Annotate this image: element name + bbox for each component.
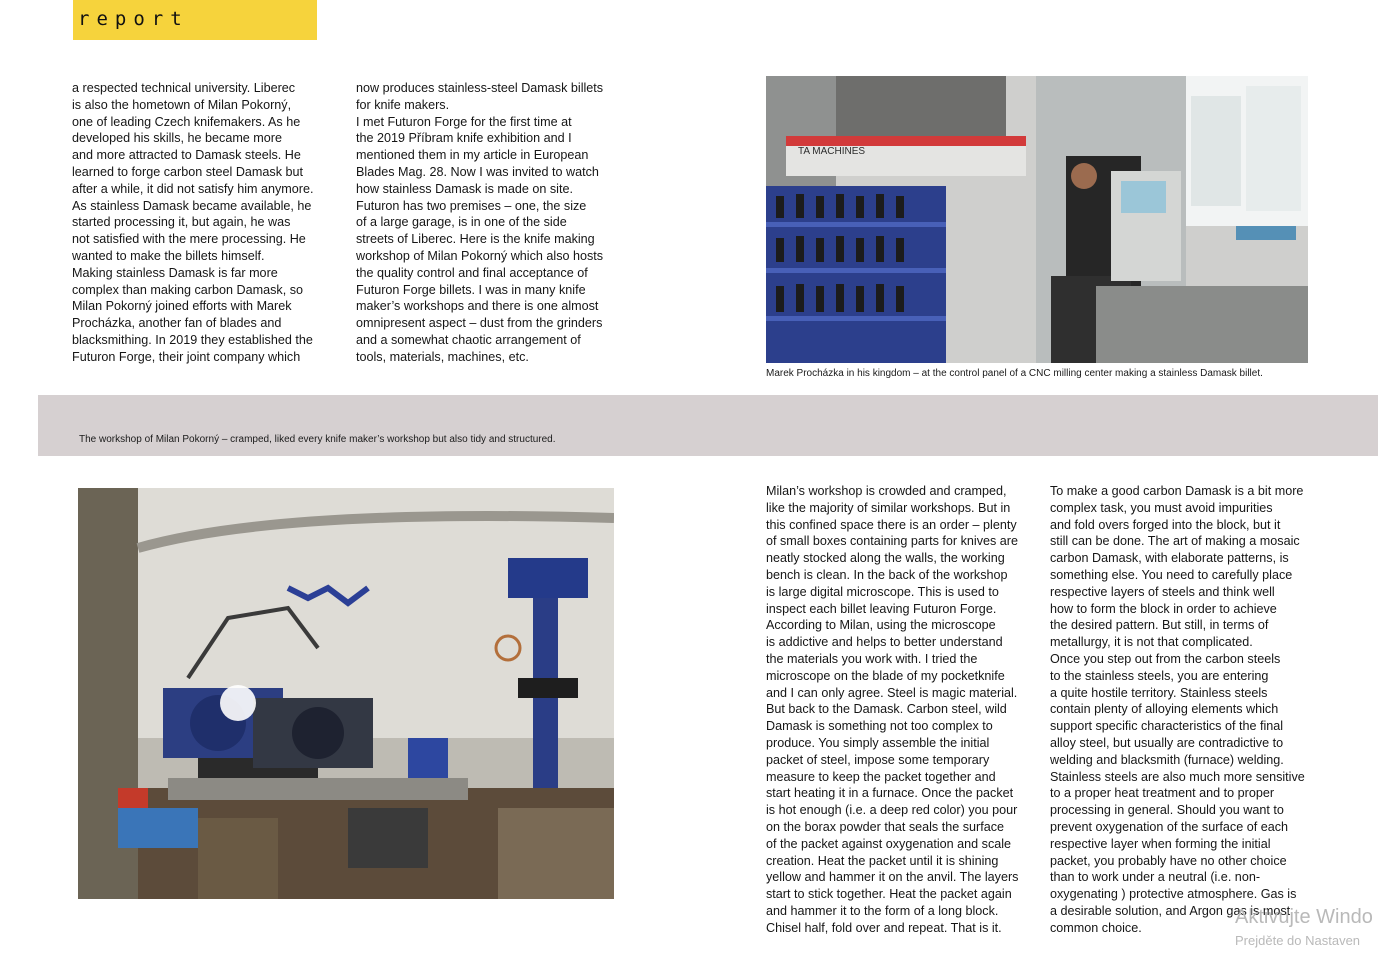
activation-watermark-subtitle: Prejděte do Nastaven <box>1235 933 1361 948</box>
activation-watermark-title: Aktivujte Windo <box>1235 906 1373 928</box>
article-column-3: Milan’s workshop is crowded and cramped, like the majority of similar workshops. But in this confined space there is an order – plenty of small boxes containing parts for knives are neatly stocked along the walls, the working bench is clean. In the back of the workshop is large digital microscope. This is used to inspect each billet leaving Futuron Forge. According to Milan, using the microscope is addictive and helps to better understand the materials you work with. I tried the microscope on the blade of my pocketknife and I can only agree. Steel is magic material. But back to the Damask. Carbon steel, wild Damask is something not too complex to produce. You simply assemble the initial packet of steel, impose some temporary measure to keep the packet together and start heating it in a furnace. Once the packet is hot enough (i.e. a deep red color) you pour on the borax powder that seals the surface of the packet against oxygenation and scale creation. Heat the packet until it is shining yellow and hammer it on the anvil. The layers start to stick together. Heat the packet again and hammer it to the form of a long block. Chisel half, fold over and repeat. That is it. <box>766 484 1019 935</box>
section-label: report <box>78 8 189 30</box>
caption-band <box>38 395 1378 456</box>
workshop-photo-caption: The workshop of Milan Pokorný – cramped, liked every knife maker’s workshop but also tidy and structured. <box>79 434 556 445</box>
machine-label: TA MACHINES <box>798 146 866 157</box>
article-column-4: To make a good carbon Damask is a bit more complex task, you must avoid impurities and fold overs forged into the block, but it still can be done. The art of making a mosaic carbon Damask, with elaborate patterns, is something else. You need to carefully place respective layers of steels and think well how to form the block in order to achieve the desired pattern. But still, in terms of metallurgy, it is not that complicated. Once you step out from the carbon steels to the stainless steels, you are entering a quite hostile territory. Stainless steels contain plenty of alloying elements which support specific characteristics of the final alloy steel, but usually are contradictive to welding and blacksmith (furnace) welding. Stainless steels are also much more sensitive to a proper heat treatment and to proper processing in general. Should you want to prevent oxygenation of the surface of each respective layer when forming the initial packet, you probably have no other choice than to work under a neutral (i.e. non- oxygenating ) protective atmosphere. Gas is a desirable solution, and Argon gas is most common choice. <box>1050 484 1305 935</box>
workshop-photo <box>78 488 614 899</box>
article-column-1: a respected technical university. Liberec is also the hometown of Milan Pokorný, one of leading Czech knifemakers. As he developed his skills, he became more and more attracted to Damask steels. He learned to forge carbon steel Damask but after a while, it did not satisfy him anymore. As stainless Damask became available, he started processing it, but again, he was not satisfied with the mere processing. He wanted to make the billets himself. Making stainless Damask is far more complex than making carbon Damask, so Milan Pokorný joined efforts with Marek Procházka, another fan of blades and blacksmithing. In 2019 they established the Futuron Forge, their joint company which <box>72 81 314 364</box>
cnc-photo <box>766 76 1308 363</box>
article-column-2: now produces stainless-steel Damask billets for knife makers. I met Futuron Forge for the first time at the 2019 Příbram knife exhibition and I mentioned them in my article in European Blades Mag. 28. Now I was invited to watch how stainless Damask is made on site. Futuron has two premises – one, the size of a large garage, is in one of the side streets of Liberec. Here is the knife making workshop of Milan Pokorný which also hosts the quality control and final acceptance of Futuron Forge billets. I was in many knife maker’s workshops and there is one almost omnipresent aspect – dust from the grinders and a somewhat chaotic arrangement of tools, materials, machines, etc. <box>356 81 604 364</box>
section-tab <box>73 0 317 40</box>
cnc-photo-caption: Marek Procházka in his kingdom – at the control panel of a CNC milling center making a stainless Damask billet. <box>766 368 1263 379</box>
